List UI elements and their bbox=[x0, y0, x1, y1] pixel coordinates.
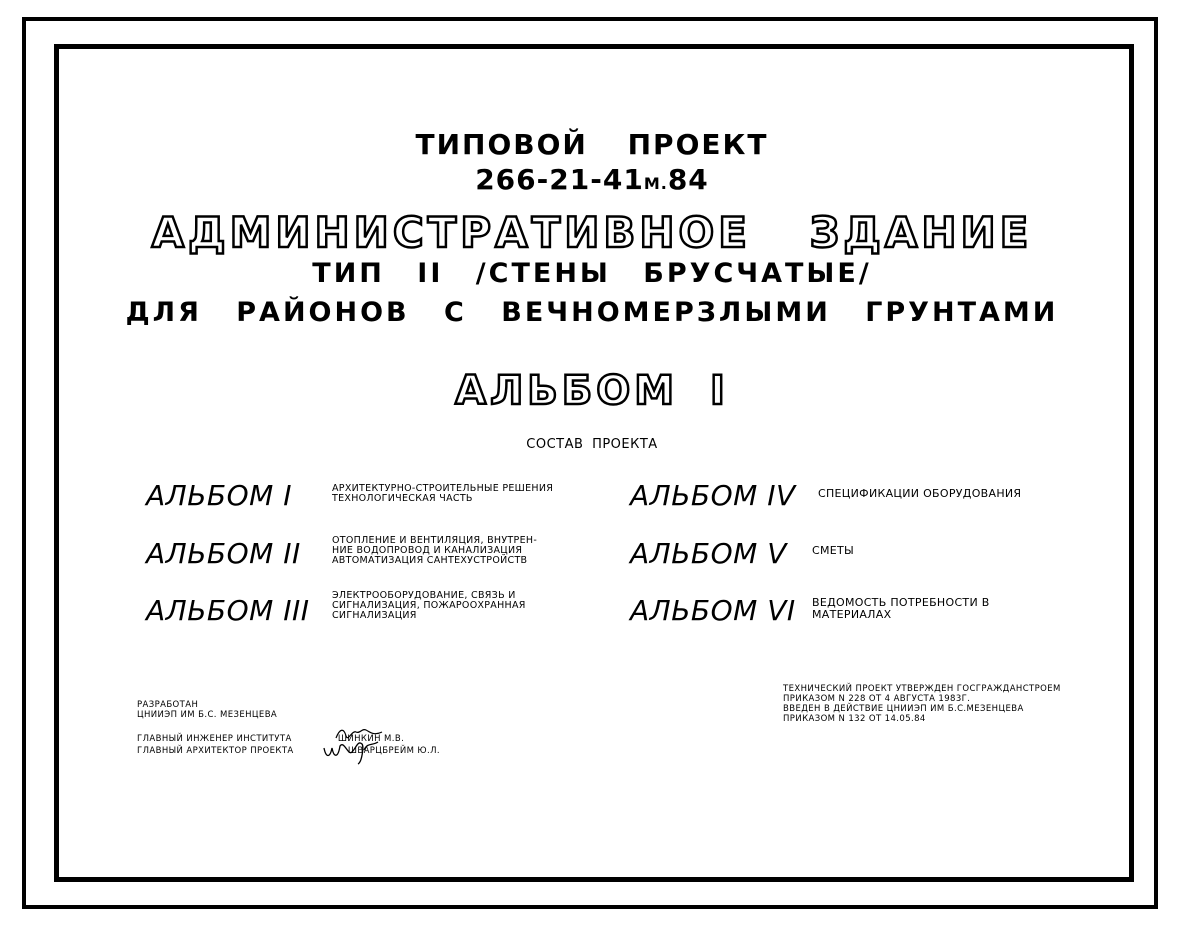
building-type: ТИП II /СТЕНЫ БРУСЧАТЫЕ/ bbox=[312, 258, 872, 289]
approval-line-2: ПРИКАЗОМ N 228 ОТ 4 АВГУСТА 1983Г. bbox=[783, 694, 971, 704]
album-desc-1-line-2: ТЕХНОЛОГИЧЕСКАЯ ЧАСТЬ bbox=[332, 493, 473, 504]
album-desc-2-line-3: АВТОМАТИЗАЦИЯ САНТЕХУСТРОЙСТВ bbox=[332, 555, 528, 566]
album-desc-2 bbox=[332, 536, 537, 566]
album-label-2: АЛЬБОМ II bbox=[146, 537, 301, 570]
project-number-suffix: М. bbox=[643, 174, 668, 193]
album-desc-3-line-3: СИГНАЛИЗАЦИЯ bbox=[332, 610, 417, 621]
approval-line-4: ПРИКАЗОМ N 132 ОТ 14.05.84 bbox=[783, 714, 926, 724]
approval-line-1: ТЕХНИЧЕСКИЙ ПРОЕКТ УТВЕРЖДЕН ГОСГРАЖДАНСТРОЕМ bbox=[783, 684, 1061, 694]
album-desc-3-line-2: СИГНАЛИЗАЦИЯ, ПОЖАРООХРАННАЯ bbox=[332, 600, 526, 611]
album-desc-1-line-1: АРХИТЕКТУРНО-СТРОИТЕЛЬНЫЕ РЕШЕНИЯ bbox=[332, 483, 554, 494]
album-desc-3 bbox=[332, 591, 526, 621]
chief-architect-row bbox=[137, 746, 440, 756]
composition-title: СОСТАВ ПРОЕКТА bbox=[526, 437, 658, 452]
album-desc-3-line-1: ЭЛЕКТРООБОРУДОВАНИЕ, СВЯЗЬ И bbox=[332, 590, 516, 601]
album-desc-4 bbox=[818, 488, 1021, 500]
album-label-3: АЛЬБОМ III bbox=[146, 594, 310, 627]
album-label-6: АЛЬБОМ VI bbox=[630, 594, 796, 627]
album-desc-6-line-1: ВЕДОМОСТЬ ПОТРЕБНОСТИ В bbox=[812, 596, 990, 609]
building-region: ДЛЯ РАЙОНОВ С ВЕЧНОМЕРЗЛЫМИ ГРУНТАМИ bbox=[125, 297, 1059, 328]
chief-engineer-name: ШИНКИН М.В. bbox=[337, 734, 405, 744]
chief-engineer-title: ГЛАВНЫЙ ИНЖЕНЕР ИНСТИТУТА bbox=[137, 734, 292, 744]
album-label-1: АЛЬБОМ I bbox=[146, 479, 292, 512]
developer-line-2: ЦНИИЭП ИМ Б.С. МЕЗЕНЦЕВА bbox=[137, 710, 278, 720]
album-label-5: АЛЬБОМ V bbox=[630, 537, 787, 570]
project-number-end: 84 bbox=[667, 163, 709, 196]
album-desc-5 bbox=[812, 545, 854, 557]
approval-block bbox=[783, 684, 1061, 724]
album-desc-6 bbox=[812, 597, 990, 621]
building-title: АДМИНИСТРАТИВНОЕ ЗДАНИЕ bbox=[151, 208, 1033, 257]
album-desc-6-line-2: МАТЕРИАЛАХ bbox=[812, 608, 892, 621]
album-desc-1 bbox=[332, 484, 553, 504]
chief-architect-title: ГЛАВНЫЙ АРХИТЕКТОР ПРОЕКТА bbox=[137, 746, 294, 756]
album-desc-2-line-2: НИЕ ВОДОПРОВОД И КАНАЛИЗАЦИЯ bbox=[332, 545, 523, 556]
developer-block bbox=[137, 700, 277, 720]
project-number bbox=[0, 163, 1184, 196]
album-title: АЛЬБОМ I bbox=[455, 368, 729, 414]
approval-line-3: ВВЕДЕН В ДЕЙСТВИЕ ЦНИИЭП ИМ Б.С.МЕЗЕНЦЕВА bbox=[783, 704, 1024, 714]
title-line-1: ТИПОВОЙ ПРОЕКТ bbox=[415, 128, 769, 161]
signature-chief-architect bbox=[322, 736, 382, 766]
album-desc-2-line-1: ОТОПЛЕНИЕ И ВЕНТИЛЯЦИЯ, ВНУТРЕН- bbox=[332, 535, 538, 546]
chief-architect-name: ШВАРЦБРЕЙМ Ю.Л. bbox=[347, 746, 440, 756]
album-label-4: АЛЬБОМ IV bbox=[630, 479, 796, 512]
project-number-main: 266-21-41 bbox=[475, 163, 644, 196]
album-desc-5-line-1: СМЕТЫ bbox=[812, 544, 855, 557]
album-desc-4-line-1: СПЕЦИФИКАЦИИ ОБОРУДОВАНИЯ bbox=[818, 487, 1022, 500]
developer-line-1: РАЗРАБОТАН bbox=[137, 700, 199, 710]
